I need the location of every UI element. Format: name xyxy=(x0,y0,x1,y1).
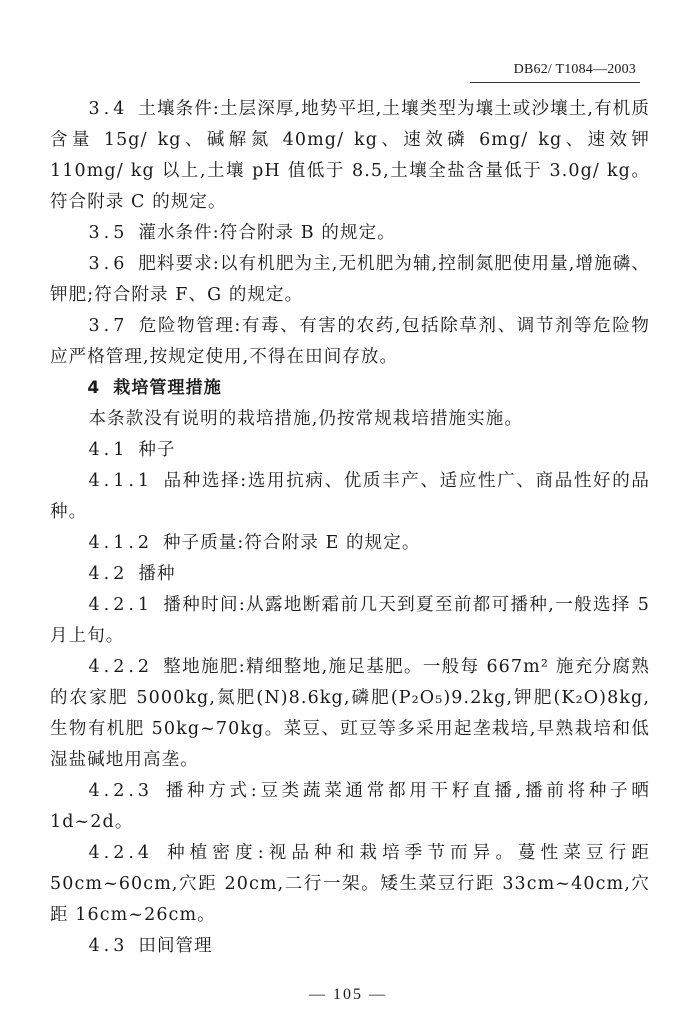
paragraph-4-2-3: 4.2.3 播种方式:豆类蔬菜通常都用干籽直播,播前将种子晒 1d~2d。 xyxy=(50,781,650,832)
paragraph-4-2-2: 4.2.2 整地施肥:精细整地,施足基肥。一般每 667m² 施充分腐熟的农家肥 5000kg,氮肥(N)8.6kg,磷肥(P₂O₅)9.2kg,钾肥(K₂O)8kg,生物有机肥 50kg~70kg。菜豆、豇豆等多采用起垄栽培,早熟栽培和低湿盐碱地用高垄。 xyxy=(50,657,650,770)
paragraph-4-2-4: 4.2.4 种植密度:视品种和栽培季节而异。蔓性菜豆行距 50cm~60cm,穴距 20cm,二行一架。矮生菜豆行距 33cm~40cm,穴距 16cm~26cm。 xyxy=(50,843,650,925)
paragraph-3-6: 3.6 肥料要求:以有机肥为主,无机肥为辅,控制氮肥使用量,增施磷、钾肥;符合附录 F、G 的规定。 xyxy=(50,254,650,305)
paragraph-3-4: 3.4 土壤条件:土层深厚,地势平坦,土壤类型为壤土或沙壤土,有机质含量 15g/ kg、碱解氮 40mg/ kg、速效磷 6mg/ kg、速效钾 110mg/ kg 以上,土壤 pH 值低于 8.5,土壤全盐含量低于 3.0g/ kg。符合附录 C 的规定。 xyxy=(50,99,650,212)
section-heading-4: 4 栽培管理措施 xyxy=(87,378,222,398)
paragraph-4-intro: 本条款没有说明的栽培措施,仍按常规栽培措施实施。 xyxy=(88,409,523,429)
subheading-4-1: 4.1 种子 xyxy=(88,440,176,460)
subheading-4-3: 4.3 田间管理 xyxy=(88,936,213,956)
subheading-4-2: 4.2 播种 xyxy=(88,564,176,584)
body-text xyxy=(50,94,650,962)
header-rule xyxy=(470,82,640,83)
page-number: — 105 — xyxy=(309,986,387,1003)
paragraph-4-2-1: 4.2.1 播种时间:从露地断霜前几天到夏至前都可播种,一般选择 5 月上旬。 xyxy=(50,595,650,646)
paragraph-3-5: 3.5 灌水条件:符合附录 B 的规定。 xyxy=(88,223,396,243)
paragraph-4-1-1: 4.1.1 品种选择:选用抗病、优质丰产、适应性广、商品性好的品种。 xyxy=(50,471,650,522)
paragraph-3-7: 3.7 危险物管理:有毒、有害的农药,包括除草剂、调节剂等危险物应严格管理,按规定使用,不得在田间存放。 xyxy=(50,316,650,367)
standard-number: DB62/ T1084—2003 xyxy=(513,62,636,77)
paragraph-4-1-2: 4.1.2 种子质量:符合附录 E 的规定。 xyxy=(88,533,421,553)
